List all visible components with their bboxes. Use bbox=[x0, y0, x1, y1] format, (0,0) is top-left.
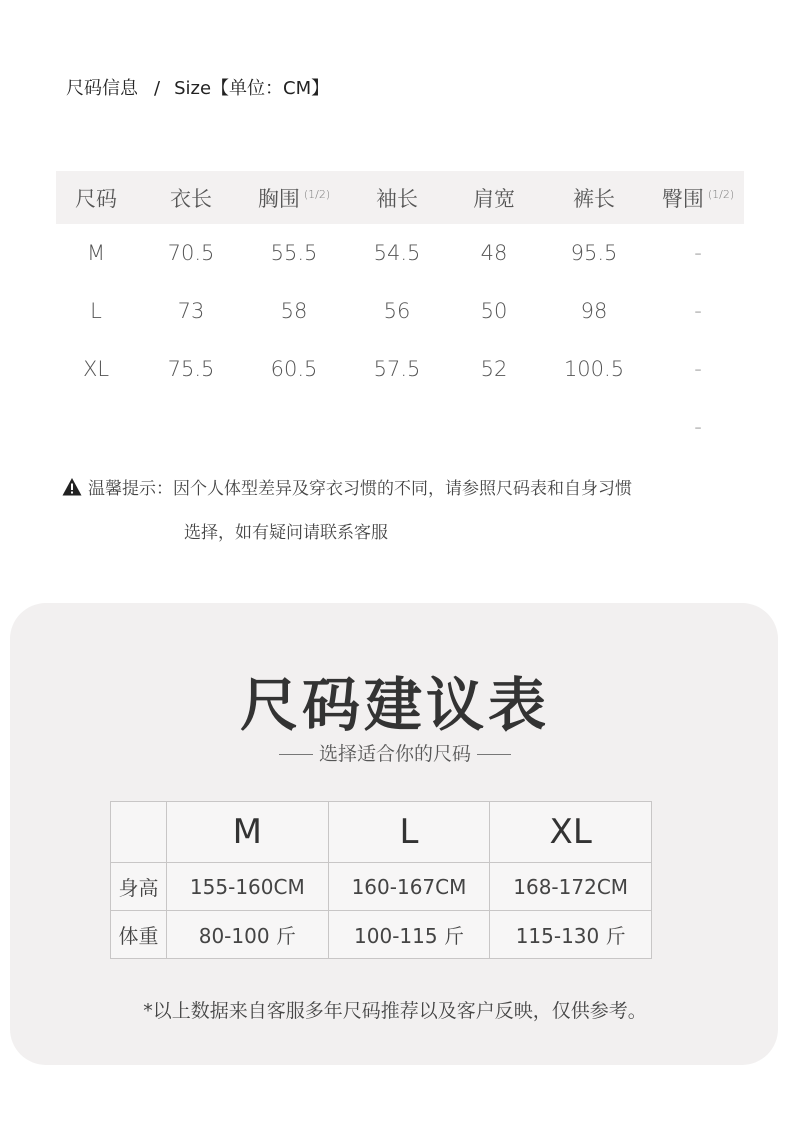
size-table-header bbox=[56, 171, 744, 224]
size-unit-label: Size【单位：CM】 bbox=[174, 78, 330, 99]
tip-line-1 bbox=[62, 474, 632, 499]
header-sleeve: 袖长 bbox=[376, 186, 418, 211]
cell-hip: - bbox=[694, 241, 702, 265]
cell-size: M bbox=[86, 241, 106, 265]
height-xl: 168-172CM bbox=[490, 863, 652, 911]
cell-hip: - bbox=[694, 357, 702, 381]
table-row bbox=[111, 863, 652, 911]
cell-shoulder: 50 bbox=[480, 299, 508, 323]
table-row bbox=[56, 282, 744, 340]
header-size: 尺码 bbox=[75, 186, 117, 211]
warning-icon bbox=[62, 477, 82, 497]
subtitle-rule-left bbox=[279, 754, 313, 755]
cell-size: L bbox=[90, 299, 102, 323]
cell-shoulder: 48 bbox=[480, 241, 508, 265]
cell-shoulder: 52 bbox=[480, 357, 508, 381]
cell-pants-length: 95.5 bbox=[570, 241, 618, 265]
column-m: M bbox=[167, 802, 329, 863]
cell-chest: 58 bbox=[280, 299, 308, 323]
recommendation-title: 尺码建议表 bbox=[239, 671, 550, 739]
table-row bbox=[56, 340, 744, 398]
cell-pants-length: 100.5 bbox=[563, 357, 625, 381]
size-table bbox=[56, 171, 744, 456]
footnote: *以上数据来自客服多年尺码推荐以及客户反映，仅供参考。 bbox=[143, 1000, 647, 1022]
height-m: 155-160CM bbox=[167, 863, 329, 911]
cell-length: 70.5 bbox=[167, 241, 215, 265]
cell-chest: 55.5 bbox=[270, 241, 318, 265]
row-label-height: 身高 bbox=[111, 863, 167, 911]
subtitle-text: 选择适合你的尺码 bbox=[318, 743, 471, 765]
cell-size: XL bbox=[82, 357, 110, 381]
cell-sleeve: 56 bbox=[383, 299, 411, 323]
header-length: 衣长 bbox=[170, 186, 212, 211]
column-l: L bbox=[328, 802, 490, 863]
header-hip-note: (1/2) bbox=[707, 187, 735, 201]
tip-text-1: 温馨提示：因个人体型差异及穿衣习惯的不同，请参照尺码表和自身习惯 bbox=[88, 479, 632, 499]
cell-pants-length: 98 bbox=[580, 299, 608, 323]
cell-length: 75.5 bbox=[167, 357, 215, 381]
header-chest: 胸围 $^{(1/2)}$ bbox=[257, 186, 331, 211]
tip-text-2: 选择，如有疑问请联系客服 bbox=[184, 523, 388, 543]
recommendation-subtitle bbox=[0, 739, 790, 766]
subtitle-rule-right bbox=[477, 754, 511, 755]
table-row bbox=[56, 398, 744, 456]
cell-length: 73 bbox=[177, 299, 205, 323]
cell-chest: 60.5 bbox=[270, 357, 318, 381]
cell-hip: - bbox=[694, 415, 702, 439]
weight-xl: 115-130 斤 bbox=[490, 911, 652, 959]
table-row bbox=[111, 911, 652, 959]
weight-m: 80-100 斤 bbox=[167, 911, 329, 959]
header-hip: 臀围 $^{(1/2)}$ bbox=[661, 186, 735, 211]
cell-sleeve: 57.5 bbox=[373, 357, 421, 381]
size-info-header bbox=[66, 74, 329, 100]
corner-cell bbox=[111, 802, 167, 863]
recommendation-table bbox=[110, 801, 652, 959]
table-row bbox=[111, 802, 652, 863]
row-label-weight: 体重 bbox=[111, 911, 167, 959]
column-xl: XL bbox=[490, 802, 652, 863]
size-info-label: 尺码信息 bbox=[66, 78, 138, 99]
header-separator: / bbox=[154, 78, 161, 99]
header-pants-length: 裤长 bbox=[573, 186, 615, 211]
header-shoulder: 肩宽 bbox=[473, 186, 515, 211]
cell-hip: - bbox=[694, 299, 702, 323]
table-row bbox=[56, 224, 744, 282]
height-l: 160-167CM bbox=[328, 863, 490, 911]
cell-sleeve: 54.5 bbox=[373, 241, 421, 265]
weight-l: 100-115 斤 bbox=[328, 911, 490, 959]
header-chest-note: (1/2) bbox=[303, 187, 331, 201]
